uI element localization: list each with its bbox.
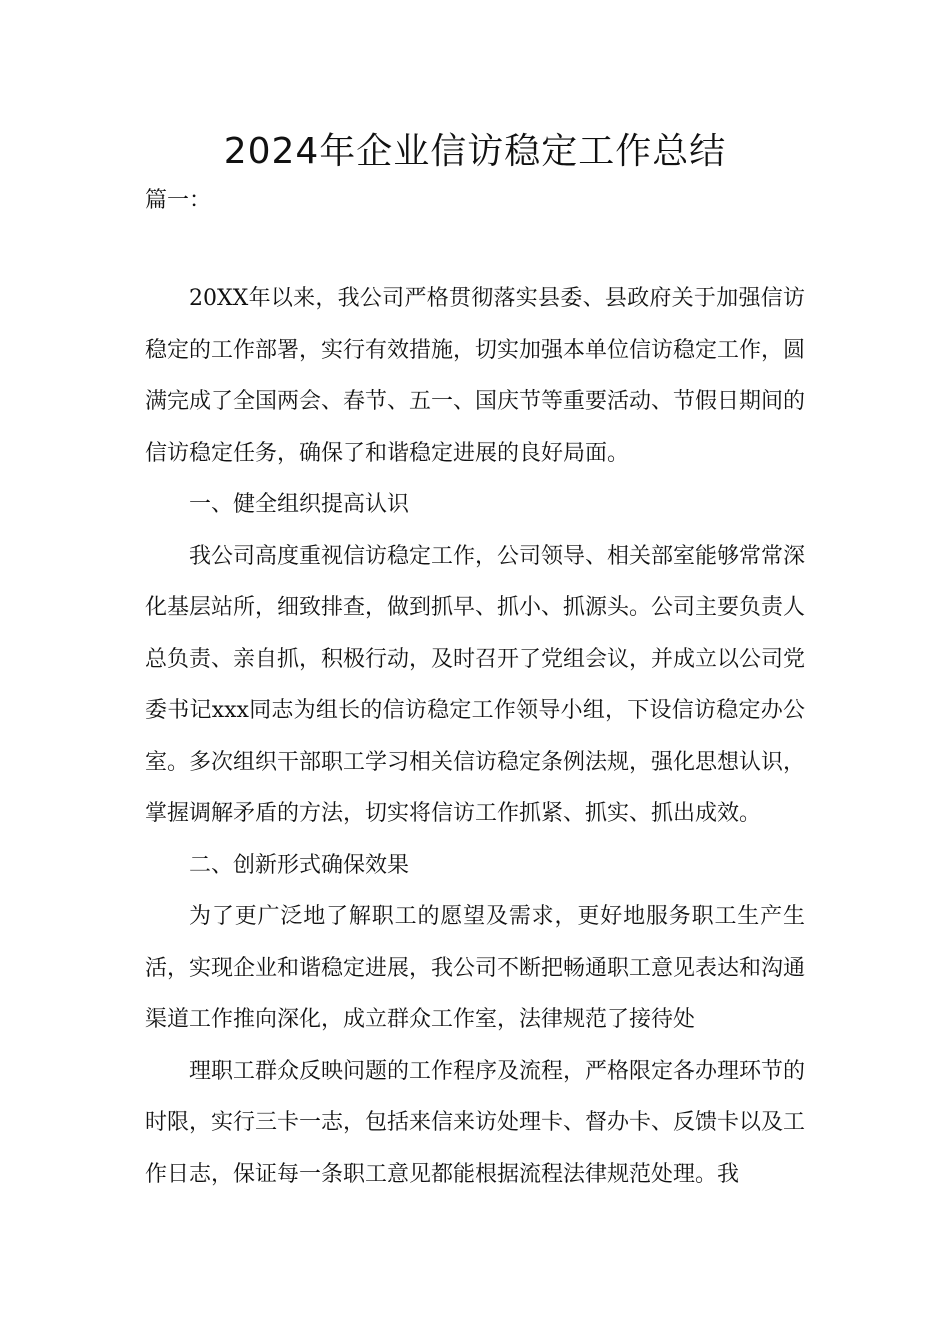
- paragraph-section-2a: 为了更广泛地了解职工的愿望及需求，更好地服务职工生产生活，实现企业和谐稳定进展，我公司不断把畅通职工意见表达和沟通渠道工作推向深化，成立群众工作室，法律规范了接待处: [145, 904, 806, 1032]
- document-body: [145, 273, 805, 1200]
- paragraph-intro: 20XX年以来，我公司严格贯彻落实县委、县政府关于加强信访稳定的工作部署，实行有效措施，切实加强本单位信访稳定工作，圆满完成了全国两会、春节、五一、国庆节等重要活动、节假日期间的信访稳定任务，确保了和谐稳定进展的良好局面。: [145, 286, 806, 466]
- document-title: 2024年企业信访稳定工作总结: [223, 131, 727, 172]
- heading-section-2: 二、创新形式确保效果: [189, 852, 410, 878]
- section-label: 篇一：: [145, 188, 212, 213]
- heading-section-1: 一、健全组织提高认识: [189, 492, 410, 517]
- paragraph-section-2b: 理职工群众反映问题的工作程序及流程，严格限定各办理环节的时限，实行三卡一志，包括来信来访处理卡、督办卡、反馈卡以及工作日志，保证每一条职工意见都能根据流程法律规范处理。我: [145, 1058, 806, 1187]
- paragraph-section-1: 我公司高度重视信访稳定工作，公司领导、相关部室能够常常深化基层站所，细致排查，做到抓早、抓小、抓源头。公司主要负责人总负责、亲自抓，积极行动，及时召开了党组会议，并成立以公司党委书记xxx同志为组长的信访稳定工作领导小组，下设信访稳定办公室。多次组织干部职工学习相关信访稳定条例法规，强化思想认识，掌握调解矛盾的方法，切实将信访工作抓紧、抓实、抓出成效。: [145, 543, 806, 826]
